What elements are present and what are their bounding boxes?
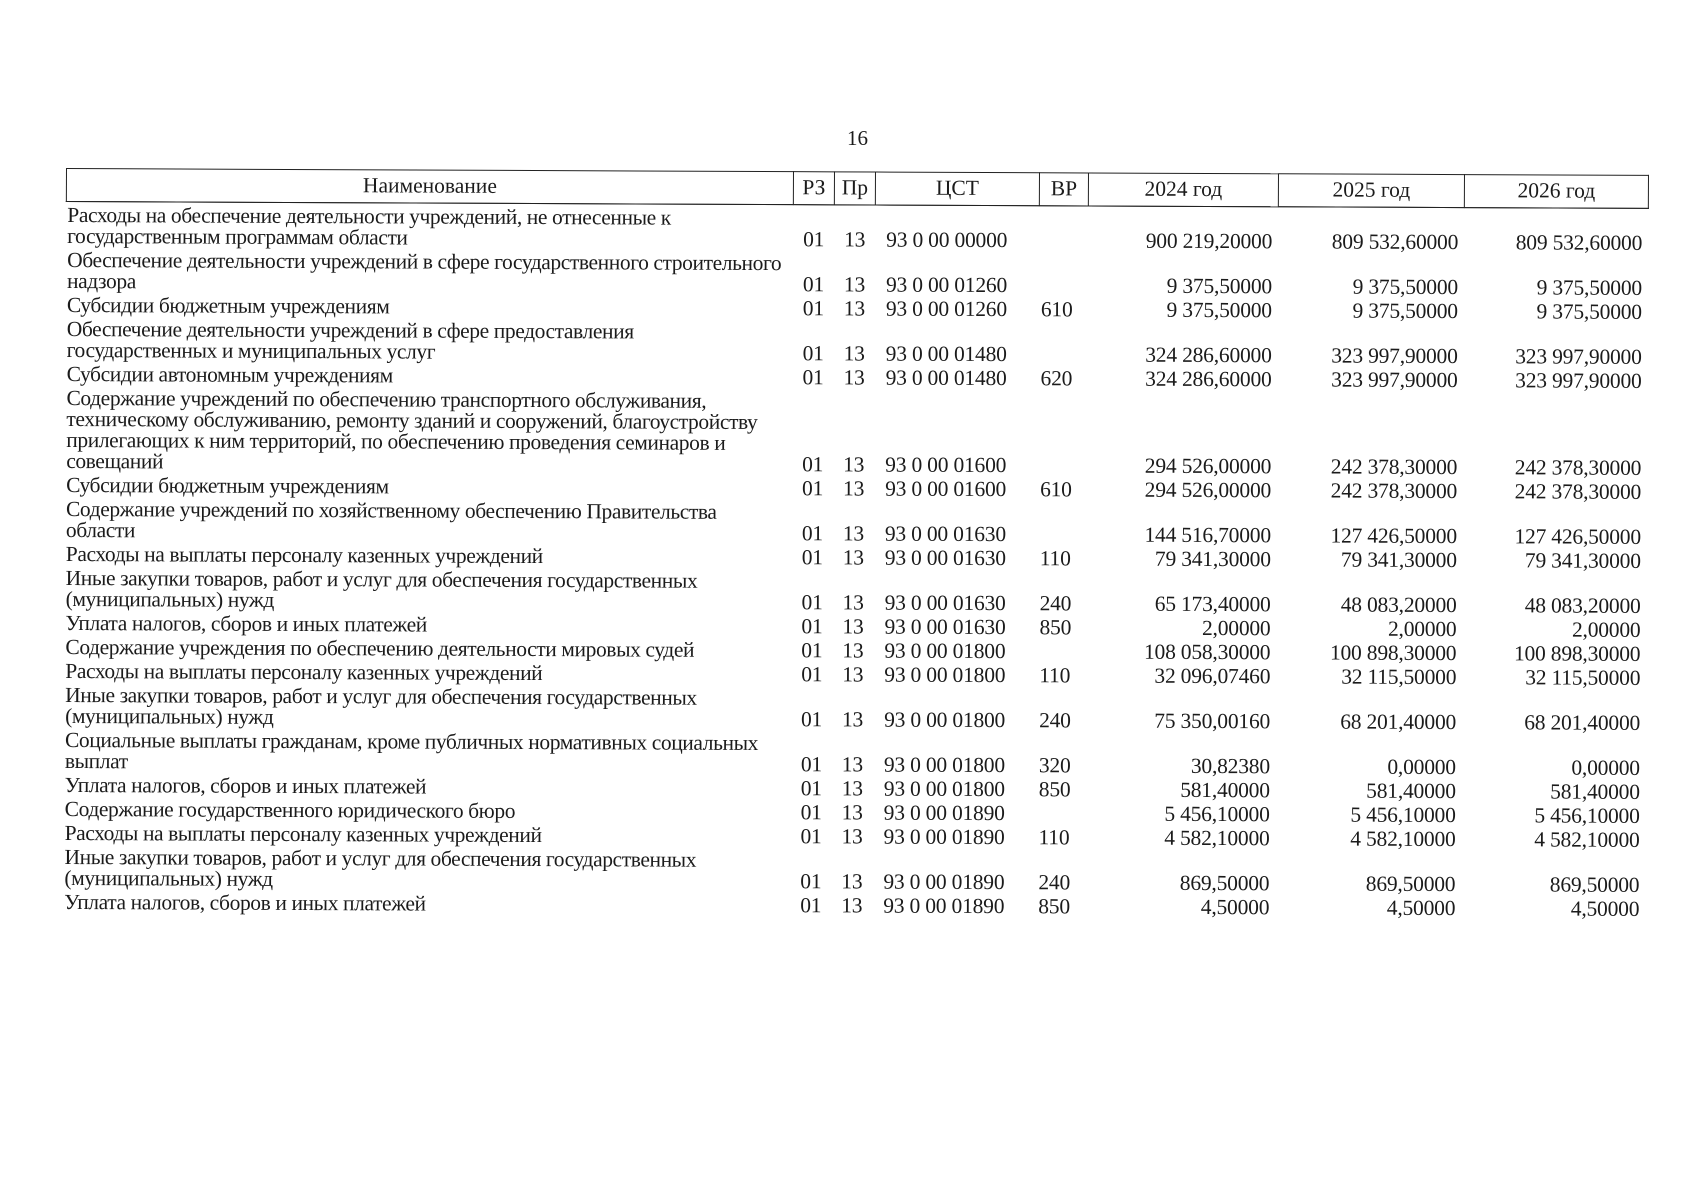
cell-vr: 240	[1039, 591, 1072, 616]
cell-vr: 850	[1038, 777, 1071, 802]
cell-rz: 01	[801, 545, 823, 570]
cell-2026: 48 083,20000	[1524, 593, 1641, 618]
cell-rz: 01	[801, 662, 823, 687]
cell-name: Расходы на выплаты персоналу казенных учреждений	[65, 542, 543, 569]
cell-vr: 850	[1039, 615, 1072, 640]
cell-2025: 68 201,40000	[1340, 709, 1457, 735]
header-cst: ЦСТ	[875, 172, 1039, 206]
cell-pr: 13	[843, 341, 865, 366]
header-2026: 2026 год	[1464, 175, 1648, 209]
cell-2025: 323 997,90000	[1331, 367, 1458, 393]
cell-2024: 32 096,07460	[1154, 663, 1271, 689]
cell-2026: 4 582,10000	[1534, 827, 1640, 852]
cell-rz: 01	[802, 272, 825, 297]
cell-cst: 93 0 00 01260	[885, 296, 1007, 322]
table-row	[66, 247, 1648, 299]
cell-rz: 01	[800, 800, 822, 825]
cell-2024: 869,50000	[1179, 870, 1270, 896]
cell-pr: 13	[841, 776, 863, 801]
cell-2026: 68 201,40000	[1524, 710, 1641, 735]
cell-vr	[1038, 500, 1087, 545]
header-rz: РЗ	[793, 172, 834, 205]
cell-vr	[1039, 251, 1088, 296]
cell-2024: 30,82380	[1190, 753, 1270, 779]
cell-vr	[1037, 638, 1086, 662]
cell-name: Содержание учреждений по хозяйственному обеспечению Правительства области	[65, 497, 717, 543]
cell-2025: 581,40000	[1366, 778, 1456, 804]
cell-name: Иные закупки товаров, работ и услуг для обеспечения государственных (муниципальных) нужд	[65, 683, 697, 729]
cell-2026: 9 375,50000	[1536, 299, 1642, 324]
cell-pr: 13	[841, 752, 864, 777]
cell-name: Расходы на выплаты персоналу казенных учреждений	[64, 821, 542, 848]
cell-rz: 01	[800, 752, 823, 777]
budget-table-wrapper	[63, 168, 1648, 920]
cell-cst: 93 0 00 01480	[885, 365, 1007, 391]
cell-cst: 93 0 00 01630	[884, 545, 1006, 571]
cell-name: Уплата налогов, сборов и иных платежей	[65, 611, 427, 637]
cell-rz: 01	[801, 521, 824, 546]
cell-rz: 01	[803, 227, 825, 252]
cell-name: Субсидии автономным учреждениям	[66, 362, 393, 388]
cell-pr: 13	[841, 893, 863, 918]
cell-2024: 65 173,40000	[1154, 591, 1271, 617]
cell-2024: 5 456,10000	[1164, 801, 1270, 827]
cell-vr: 610	[1040, 477, 1072, 502]
cell-2025: 9 375,50000	[1352, 298, 1458, 324]
cell-name: Субсидии бюджетным учреждениям	[66, 293, 390, 319]
cell-2025: 869,50000	[1365, 871, 1456, 897]
cell-2026: 32 115,50000	[1525, 665, 1641, 690]
cell-2026: 869,50000	[1549, 872, 1640, 897]
cell-2024: 9 375,50000	[1166, 273, 1273, 299]
cell-cst: 93 0 00 01800	[883, 776, 1005, 802]
cell-cst: 93 0 00 01600	[885, 452, 1007, 478]
cell-pr: 13	[842, 614, 864, 639]
cell-2026: 323 997,90000	[1515, 368, 1642, 393]
table-row	[64, 682, 1646, 734]
cell-name: Субсидии бюджетным учреждениям	[66, 473, 389, 499]
cell-name: Расходы на выплаты персоналу казенных учреждений	[65, 659, 543, 686]
cell-rz: 01	[800, 776, 822, 801]
cell-name: Содержание учреждения по обеспечению деятельности мировых судей	[65, 635, 695, 662]
cell-2024: 4 582,10000	[1164, 825, 1270, 851]
cell-2025: 5 456,10000	[1350, 802, 1456, 828]
cell-cst: 93 0 00 00000	[886, 227, 1008, 253]
cell-2026: 323 997,90000	[1515, 344, 1642, 369]
cell-vr	[1039, 320, 1088, 365]
table-body	[63, 202, 1648, 920]
cell-cst: 93 0 00 01800	[884, 662, 1006, 688]
cell-2025: 0,00000	[1387, 754, 1456, 780]
table-row	[65, 385, 1647, 479]
cell-2024: 324 286,60000	[1145, 366, 1272, 392]
cell-2024: 4,50000	[1200, 894, 1270, 920]
cell-rz: 01	[801, 476, 824, 501]
header-2024: 2024 год	[1088, 173, 1278, 207]
table-row	[66, 316, 1648, 368]
cell-2025: 4,50000	[1386, 895, 1456, 921]
cell-name: Иные закупки товаров, работ и услуг для обеспечения государственных (муниципальных) нужд	[64, 845, 697, 891]
cell-name: Обеспечение деятельности учреждений в сфере предоставления государственных и муниципальных услуг	[66, 317, 634, 364]
cell-pr: 13	[841, 824, 863, 849]
cell-2024: 2,00000	[1201, 615, 1271, 641]
cell-name: Иные закупки товаров, работ и услуг для обеспечения государственных (муниципальных) нужд	[65, 566, 698, 612]
cell-2026: 581,40000	[1550, 779, 1640, 804]
cell-rz: 01	[800, 869, 822, 894]
budget-table	[63, 168, 1649, 920]
cell-pr: 13	[841, 869, 863, 894]
cell-vr: 850	[1038, 894, 1070, 919]
cell-name: Обеспечение деятельности учреждений в сфере государственного строительного надзора	[66, 248, 782, 294]
cell-2026: 100 898,30000	[1513, 641, 1641, 666]
cell-pr: 13	[843, 365, 865, 390]
cell-pr: 13	[844, 227, 866, 252]
cell-rz: 01	[802, 452, 824, 477]
cell-vr: 110	[1039, 663, 1071, 688]
cell-cst: 93 0 00 01480	[885, 341, 1007, 367]
cell-2024: 900 219,20000	[1145, 228, 1273, 254]
cell-2024: 294 526,00000	[1144, 477, 1272, 503]
cell-pr: 13	[842, 545, 864, 570]
cell-2024: 108 058,30000	[1143, 639, 1271, 665]
cell-cst: 93 0 00 01260	[885, 272, 1008, 298]
cell-rz: 01	[800, 824, 822, 849]
cell-pr: 13	[842, 662, 864, 687]
cell-vr: 320	[1038, 753, 1071, 778]
cell-2025: 242 378,30000	[1330, 454, 1458, 480]
cell-2024: 324 286,60000	[1145, 342, 1272, 368]
table-row	[65, 565, 1647, 617]
cell-2025: 323 997,90000	[1331, 343, 1458, 369]
cell-2025: 79 341,30000	[1340, 547, 1457, 573]
cell-2026: 79 341,30000	[1524, 548, 1641, 573]
cell-2026: 809 532,60000	[1515, 230, 1643, 255]
cell-cst: 93 0 00 01800	[884, 638, 1006, 664]
cell-vr: 110	[1039, 546, 1071, 571]
cell-cst: 93 0 00 01630	[884, 614, 1006, 640]
cell-2024: 75 350,00160	[1154, 708, 1271, 734]
cell-2026: 9 375,50000	[1536, 275, 1643, 300]
header-vr: ВР	[1039, 173, 1088, 206]
cell-2026: 242 378,30000	[1514, 479, 1642, 504]
cell-2024: 79 341,30000	[1154, 546, 1271, 572]
cell-2024: 9 375,50000	[1166, 297, 1272, 323]
cell-2026: 242 378,30000	[1514, 455, 1642, 480]
cell-cst: 93 0 00 01890	[883, 893, 1005, 919]
cell-vr	[1039, 206, 1088, 252]
cell-vr: 240	[1039, 708, 1071, 733]
cell-rz: 01	[801, 638, 823, 663]
cell-2025: 4 582,10000	[1350, 826, 1456, 852]
cell-pr: 13	[842, 638, 864, 663]
cell-cst: 93 0 00 01630	[884, 590, 1006, 616]
cell-rz: 01	[800, 893, 822, 918]
cell-vr	[1037, 800, 1086, 824]
cell-2026: 5 456,10000	[1534, 803, 1640, 828]
cell-2025: 48 083,20000	[1340, 592, 1457, 618]
cell-cst: 93 0 00 01630	[884, 521, 1006, 547]
cell-pr: 13	[843, 452, 865, 477]
cell-name: Уплата налогов, сборов и иных платежей	[64, 773, 427, 799]
cell-2026: 0,00000	[1571, 755, 1640, 780]
header-name: Наименование	[66, 169, 793, 205]
header-2025: 2025 год	[1278, 174, 1464, 208]
cell-2025: 100 898,30000	[1329, 640, 1457, 666]
cell-cst: 93 0 00 01800	[883, 752, 1005, 778]
cell-2025: 2,00000	[1387, 616, 1457, 642]
cell-name: Содержание учреждений по обеспечению транспортного обслуживания, техническому обслуживанию, ремонту зданий и сооружений, благоустройству прилегающих к ним территорий, по обеспечению проведения семинаров и совещаний	[66, 386, 758, 474]
table-row	[65, 496, 1647, 548]
cell-rz: 01	[801, 590, 823, 615]
cell-cst: 93 0 00 01890	[883, 824, 1005, 850]
page-number: 16	[847, 126, 868, 150]
cell-2026: 2,00000	[1571, 617, 1641, 642]
cell-cst: 93 0 00 01890	[883, 869, 1005, 895]
table-row	[66, 202, 1648, 254]
cell-vr: 620	[1040, 366, 1073, 391]
cell-2025: 32 115,50000	[1341, 664, 1457, 690]
cell-2026: 4,50000	[1570, 896, 1640, 921]
cell-2025: 127 426,50000	[1330, 523, 1457, 549]
cell-pr: 13	[842, 476, 865, 501]
cell-cst: 93 0 00 01600	[885, 476, 1007, 502]
cell-name: Социальные выплаты гражданам, кроме публичных нормативных социальных выплат	[64, 728, 759, 774]
cell-2026: 127 426,50000	[1514, 524, 1641, 549]
cell-vr: 110	[1038, 825, 1070, 850]
cell-name: Расходы на обеспечение деятельности учреждений, не отнесенные к государственным программам области	[67, 203, 671, 250]
cell-pr: 13	[843, 296, 865, 321]
cell-rz: 01	[802, 365, 824, 390]
cell-vr: 610	[1040, 297, 1073, 322]
cell-2025: 809 532,60000	[1331, 229, 1459, 255]
cell-2024: 144 516,70000	[1144, 522, 1271, 548]
cell-name: Содержание государственного юридического бюро	[64, 797, 516, 823]
cell-2025: 242 378,30000	[1330, 478, 1458, 504]
cell-pr: 13	[842, 521, 865, 546]
cell-pr: 13	[842, 590, 864, 615]
table-row	[63, 844, 1645, 896]
cell-2024: 294 526,00000	[1144, 453, 1272, 479]
cell-2025: 9 375,50000	[1352, 274, 1459, 300]
cell-pr: 13	[841, 707, 864, 732]
cell-rz: 01	[802, 296, 824, 321]
cell-cst: 93 0 00 01800	[884, 707, 1006, 733]
cell-cst: 93 0 00 01890	[883, 800, 1005, 826]
cell-rz: 01	[801, 614, 823, 639]
cell-vr	[1038, 389, 1087, 476]
cell-pr: 13	[843, 272, 866, 297]
cell-rz: 01	[802, 341, 824, 366]
header-pr: Пр	[834, 172, 875, 205]
cell-name: Уплата налогов, сборов и иных платежей	[64, 889, 426, 916]
cell-pr: 13	[841, 800, 863, 825]
cell-vr: 240	[1038, 870, 1071, 895]
table-row	[64, 727, 1646, 779]
cell-rz: 01	[800, 707, 823, 732]
cell-2024: 581,40000	[1180, 777, 1270, 803]
